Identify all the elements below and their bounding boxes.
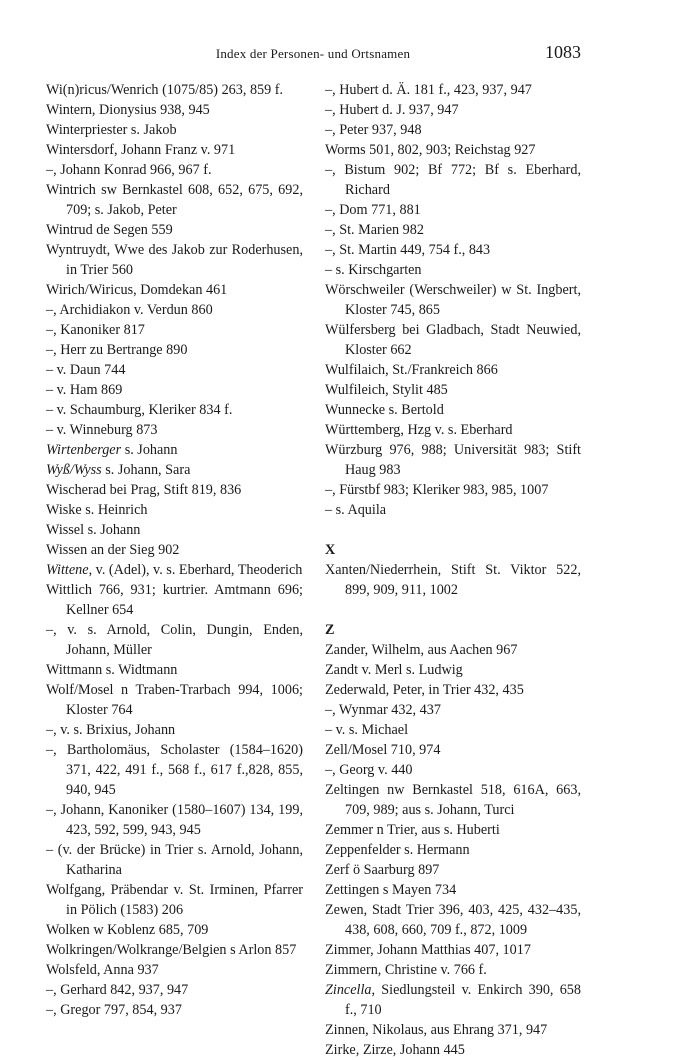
index-entry [325, 420, 581, 440]
index-entry-text: –, Kanoniker 817 [46, 322, 145, 338]
index-entry-text: – v. s. Michael [325, 722, 409, 738]
index-entry [46, 480, 303, 500]
index-entry [46, 120, 303, 140]
index-entry [46, 540, 303, 560]
index-entry-text: – v. Winneburg 873 [46, 422, 158, 438]
index-entry-text: Zewen, Stadt Trier 396, 403, 425, 432–435, 438, 608, 660, 709 f., 872, 1009 [325, 902, 581, 938]
index-entry [325, 380, 581, 400]
index-entry-text: Zemmer n Trier, aus s. Huberti [325, 822, 500, 838]
index-entry [325, 1020, 581, 1040]
index-entry-text: Wintrud de Segen 559 [46, 222, 173, 238]
index-entry [325, 740, 581, 760]
index-entry [46, 240, 303, 280]
index-entry [46, 500, 303, 520]
index-entry [325, 480, 581, 500]
index-entry-text: Wintern, Dionysius 938, 945 [46, 102, 210, 118]
index-entry-text: Wolken w Koblenz 685, 709 [46, 922, 209, 938]
index-entry [46, 380, 303, 400]
index-entry-text: Zimmer, Johann Matthias 407, 1017 [325, 942, 531, 958]
index-entry-text: – s. Kirschgarten [325, 262, 422, 278]
index-entry [46, 80, 303, 100]
index-entry [325, 400, 581, 420]
section-spacer [325, 600, 581, 620]
index-entry-text: Zinnen, Nikolaus, aus Ehrang 371, 947 [325, 1022, 548, 1038]
index-entry [46, 560, 303, 580]
index-entry-text: Zerf ö Saarburg 897 [325, 862, 440, 878]
index-entry-text: –, Bartholomäus, Scholaster (1584–1620) 371, 422, 491 f., 568 f., 617 f.,828, 855, 940, 945 [46, 742, 303, 798]
index-entry [325, 320, 581, 360]
index-entry [46, 400, 303, 420]
index-entry [325, 1040, 581, 1060]
index-entry-text: s. Johann, Sara [101, 462, 191, 478]
index-entry-text: –, Johann Konrad 966, 967 f. [46, 162, 212, 178]
index-entry-text: –, Archidiakon v. Verdun 860 [46, 302, 213, 318]
index-entry [325, 200, 581, 220]
index-entry-text: Wulfilaich, St./Frankreich 866 [325, 362, 498, 378]
index-entry [325, 140, 581, 160]
index-entry [325, 360, 581, 380]
index-entry-text: Wolkringen/Wolkrange/Belgien s Arlon 857 [46, 942, 297, 958]
index-entry [325, 780, 581, 820]
index-entry [325, 820, 581, 840]
index-entry-italic-term: Wirtenberger [46, 442, 122, 458]
index-entry-text: Zell/Mosel 710, 974 [325, 742, 441, 758]
index-entry [46, 1000, 303, 1020]
index-entry [46, 220, 303, 240]
index-entry-text: Xanten/Niederrhein, Stift St. Viktor 522, 899, 909, 911, 1002 [325, 562, 581, 598]
index-entry [46, 440, 303, 460]
index-entry-text: Wischerad bei Prag, Stift 819, 836 [46, 482, 242, 498]
index-entry [46, 840, 303, 880]
index-entry [46, 460, 303, 480]
index-column-right [325, 80, 581, 1060]
index-entry-text: Zeppenfelder s. Hermann [325, 842, 470, 858]
index-entry-text: –, Gerhard 842, 937, 947 [46, 982, 189, 998]
index-entry [325, 280, 581, 320]
index-entry-text: Zirke, Zirze, Johann 445 [325, 1042, 465, 1058]
index-entry [325, 900, 581, 940]
index-entry-text: Wintrich sw Bernkastel 608, 652, 675, 692, 709; s. Jakob, Peter [46, 182, 303, 218]
index-entry [46, 660, 303, 680]
index-entry-text: Wulfileich, Stylit 485 [325, 382, 448, 398]
index-entry-text: Wintersdorf, Johann Franz v. 971 [46, 142, 236, 158]
index-entry-italic-term: Wittene [46, 562, 89, 578]
index-entry [325, 720, 581, 740]
index-entry-text: –, Hubert d. J. 937, 947 [325, 102, 459, 118]
index-entry-text: –, Gregor 797, 854, 937 [46, 1002, 182, 1018]
index-entry-text: Wittlich 766, 931; kurtrier. Amtmann 696; Kellner 654 [46, 582, 303, 618]
index-entry-text: Wörschweiler (Werschweiler) w St. Ingbert, Kloster 745, 865 [325, 282, 581, 318]
index-entry [325, 220, 581, 240]
index-entry [46, 940, 303, 960]
index-entry [46, 320, 303, 340]
running-head: Index der Personen- und Ortsnamen [215, 46, 411, 61]
index-entry-text: , v. (Adel), v. s. Eberhard, Theoderich [88, 562, 303, 578]
index-entry-text: –, Johann, Kanoniker (1580–1607) 134, 199, 423, 592, 599, 943, 945 [46, 802, 303, 838]
index-entry-text: – v. Schaumburg, Kleriker 834 f. [46, 402, 233, 418]
index-entry-text: –, Georg v. 440 [325, 762, 413, 778]
index-entry-text: –, Bistum 902; Bf 772; Bf s. Eberhard, Richard [325, 162, 581, 198]
index-entry [46, 880, 303, 920]
index-entry-text: –, St. Martin 449, 754 f., 843 [325, 242, 491, 258]
index-entry [325, 880, 581, 900]
index-entry [325, 760, 581, 780]
index-entry-text: Zimmern, Christine v. 766 f. [325, 962, 487, 978]
index-entry [46, 180, 303, 220]
index-entry [325, 960, 581, 980]
index-entry [325, 640, 581, 660]
index-entry-text: –, Dom 771, 881 [325, 202, 421, 218]
index-entry [325, 660, 581, 680]
index-entry [46, 960, 303, 980]
index-entry-text: Wolsfeld, Anna 937 [46, 962, 159, 978]
index-entry [46, 100, 303, 120]
index-entry-text: Wolf/Mosel n Traben-Trarbach 994, 1006; Kloster 764 [46, 682, 303, 718]
index-entry-text: Zandt v. Merl s. Ludwig [325, 662, 463, 678]
index-entry-text: Wirich/Wiricus, Domdekan 461 [46, 282, 228, 298]
index-entry-text: , Siedlungsteil v. Enkirch 390, 658 f., 710 [345, 982, 581, 1018]
index-entry [325, 80, 581, 100]
index-entry-text: –, Hubert d. Ä. 181 f., 423, 937, 947 [325, 82, 532, 98]
index-entry [325, 240, 581, 260]
index-entry-text: Wittmann s. Widtmann [46, 662, 178, 678]
index-entry [325, 700, 581, 720]
index-entry [46, 280, 303, 300]
index-entry-text: s. Johann [121, 442, 178, 458]
index-entry-text: Wiske s. Heinrich [46, 502, 148, 518]
index-entry-text: Wolfgang, Präbendar v. St. Irminen, Pfarrer in Pölich (1583) 206 [46, 882, 303, 918]
index-entry [46, 680, 303, 720]
index-entry-italic-term: Zincella [325, 982, 372, 998]
index-entry [325, 840, 581, 860]
section-spacer [325, 520, 581, 540]
index-entry-text: Zettingen s Mayen 734 [325, 882, 457, 898]
index-entry-text: –, v. s. Arnold, Colin, Dungin, Enden, Johann, Müller [46, 622, 303, 658]
index-entry-text: –, St. Marien 982 [325, 222, 424, 238]
index-entry [46, 800, 303, 840]
index-entry-text: – (v. der Brücke) in Trier s. Arnold, Johann, Katharina [46, 842, 303, 878]
index-entry [46, 420, 303, 440]
index-entry-text: Wunnecke s. Bertold [325, 402, 444, 418]
index-entry [325, 100, 581, 120]
index-entry [46, 980, 303, 1000]
index-entry [325, 120, 581, 140]
index-entry [46, 160, 303, 180]
index-entry-text: Winterpriester s. Jakob [46, 122, 177, 138]
index-entry-text: Zeltingen nw Bernkastel 518, 616A, 663, 709, 989; aus s. Johann, Turci [325, 782, 581, 818]
index-entry [46, 300, 303, 320]
index-entry [46, 920, 303, 940]
index-entry [325, 260, 581, 280]
index-entry-text: Wyntruydt, Wwe des Jakob zur Roderhusen, in Trier 560 [46, 242, 303, 278]
index-entry [325, 160, 581, 200]
index-entry-text: – s. Aquila [325, 502, 387, 518]
index-entry-text: Wi(n)ricus/Wenrich (1075/85) 263, 859 f. [46, 82, 284, 98]
index-entry-text: Wissel s. Johann [46, 522, 141, 538]
index-entry-text: –, Peter 937, 948 [325, 122, 422, 138]
index-entry [46, 340, 303, 360]
index-entry [46, 620, 303, 660]
index-entry-text: – v. Ham 869 [46, 382, 123, 398]
page-number: 1083 [545, 42, 581, 62]
index-entry-text: – v. Daun 744 [46, 362, 126, 378]
index-entry-text: Würzburg 976, 988; Universität 983; Stift Haug 983 [325, 442, 581, 478]
index-entry [46, 140, 303, 160]
index-entry [325, 980, 581, 1020]
index-entry [325, 560, 581, 600]
index-entry-text: Wissen an der Sieg 902 [46, 542, 180, 558]
index-entry-text: Württemberg, Hzg v. s. Eberhard [325, 422, 513, 438]
index-entry [46, 740, 303, 800]
section-letter-heading: X [325, 542, 336, 558]
index-entry-text: –, Wynmar 432, 437 [325, 702, 441, 718]
index-entry-text: –, v. s. Brixius, Johann [46, 722, 176, 738]
index-entry [325, 500, 581, 520]
index-entry-italic-term: Wyß/Wyss [46, 462, 102, 478]
index-entry [46, 360, 303, 380]
index-entry [46, 580, 303, 620]
index-entry-text: –, Fürstbf 983; Kleriker 983, 985, 1007 [325, 482, 549, 498]
index-entry-text: –, Herr zu Bertrange 890 [46, 342, 188, 358]
index-entry-text: Worms 501, 802, 903; Reichstag 927 [325, 142, 536, 158]
index-entry [325, 940, 581, 960]
index-entry [325, 860, 581, 880]
index-entry [325, 440, 581, 480]
index-entry-text: Zederwald, Peter, in Trier 432, 435 [325, 682, 524, 698]
index-entry [46, 520, 303, 540]
index-entry-text: Zander, Wilhelm, aus Aachen 967 [325, 642, 518, 658]
index-entry [325, 680, 581, 700]
index-entry [46, 720, 303, 740]
index-entry-text: Wülfersberg bei Gladbach, Stadt Neuwied, Kloster 662 [325, 322, 581, 358]
index-column-left [46, 80, 303, 1020]
section-letter-heading: Z [325, 622, 335, 638]
